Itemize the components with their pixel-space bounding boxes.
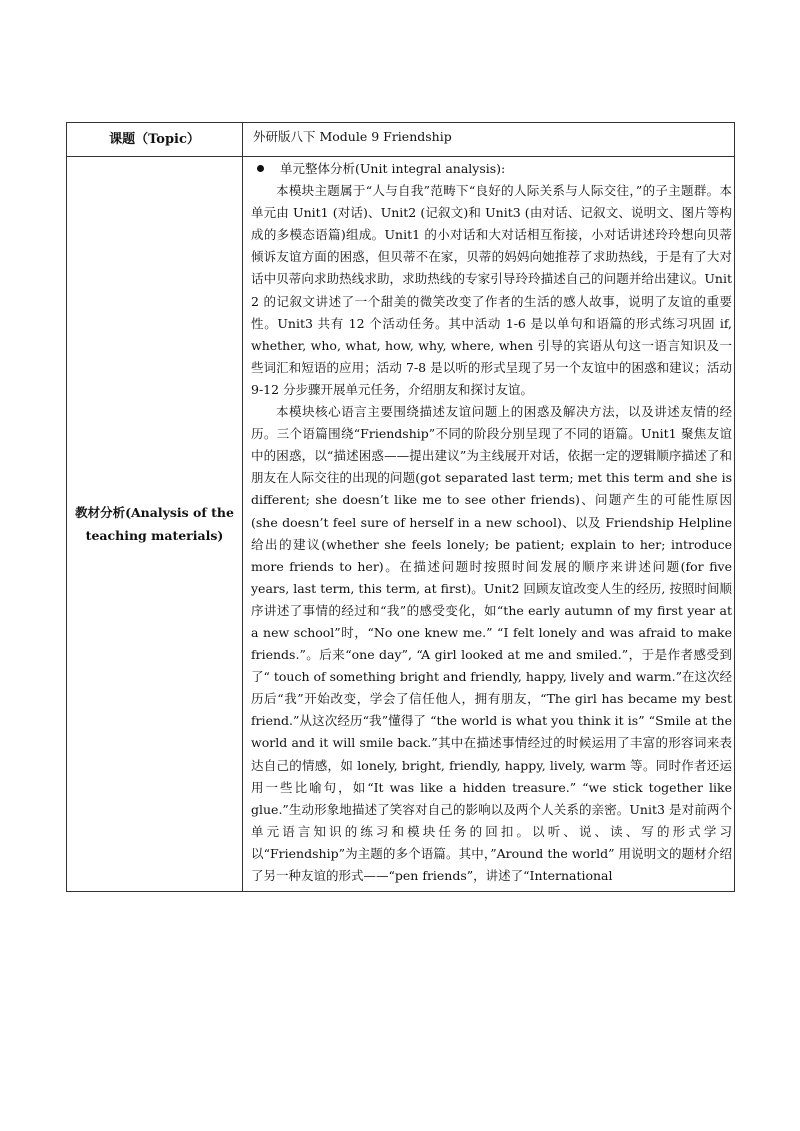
analysis-label: 教材分析(Analysis of the teaching materials) bbox=[67, 157, 243, 892]
topic-label: 课题（Topic） bbox=[67, 123, 243, 157]
bullet-dot-icon bbox=[257, 165, 264, 172]
analysis-paragraph-1: 本模块主题属于“人与自我”范畴下“良好的人际关系与人际交往，”的子主题群。本单元由 Unit1 (对话)、Unit2 (记叙文)和 Unit3 (由对话、记叙文、说明文、图片等构成的多模态语篇)组成。Unit1 的小对话和大对话相互衔接，小对话讲述玲玲想向贝蒂倾诉友谊方面的困惑，但贝蒂不在家，贝蒂的妈妈向她推荐了求助热线，于是有了大对话中贝蒂向求助热线求助，求助热线的专家引导玲玲描述自己的问题并给出建议。Unit 2 的记叙文讲述了一个甜美的微笑改变了作者的生活的感人故事，说明了友谊的重要性。Unit3 共有 12 个活动任务。其中活动 1-6 是以单句和语篇的形式练习巩固 if, whether, who, what, how, why, where, when 引导的宾语从句这一语言知识及一些词汇和短语的应用；活动 7-8 是以听的形式呈现了另一个友谊中的困惑和建议；活动 9-12 分步骤开展单元任务，介绍朋友和探讨友谊。 bbox=[251, 183, 732, 397]
lesson-plan-table bbox=[66, 122, 735, 892]
analysis-paragraph-2: 本模块核心语言主要围绕描述友谊问题上的困惑及解决方法，以及讲述友情的经历。三个语篇围绕“Friendship”不同的阶段分别呈现了不同的语篇。Unit1 聚焦友谊中的困惑，以“描述困惑——提出建议”为主线展开对话，依据一定的逻辑顺序描述了和朋友在人际交往的出现的问题(got separated last term; met this term and she is different; she doesn’t like me to see other friends)、问题产生的可能性原因(she doesn’t feel sure of herself in a new school)、以及 Friendship Helpline 给出的建议(whether she feels lonely; be patient; explain to her; introduce more friends to her)。在描述问题时按照时间发展的顺序来讲述问题(for five years, last term, this term, at first)。Unit2 回顾友谊改变人生的经历, 按照时间顺序讲述了事情的经过和“我”的感受变化，如“the early autumn of my first year at a new school”时，“No one knew me.” “I felt lonely and was afraid to make friends.”。后来“one day”, “A girl looked at me and smiled.”，于是作者感受到了“ touch of something bright and friendly, happy, lively and warm.”在这次经历后“我”开始改变，学会了信任他人，拥有朋友，“The girl has became my best friend.”从这次经历“我”懂得了 “the world is what you think it is” “Smile at the world and it will smile back.”其中在描述事情经过的时候运用了丰富的形容词来表达自己的情感，如 lonely, bright, friendly, happy, lively, warm 等。同时作者还运用一些比喻句，如“It was like a hidden treasure.” “we stick together like glue.”生动形象地描述了笑容对自己的影响以及两个人关系的亲密。Unit3 是对前两个单元语言知识的练习和模块任务的回扣。以听、说、读、写的形式学习以“Friendship”为主题的多个语篇。其中，”Around the world” 用说明文的题材介绍了另一种友谊的形式——“pen friends”，讲述了“International bbox=[251, 404, 732, 883]
bullet-heading-line bbox=[251, 158, 732, 180]
topic-value: 外研版八下 Module 9 Friendship bbox=[243, 123, 735, 157]
analysis-content bbox=[243, 157, 735, 892]
analysis-row bbox=[67, 157, 735, 892]
bullet-heading: 单元整体分析(Unit integral analysis): bbox=[280, 161, 506, 176]
topic-row bbox=[67, 123, 735, 157]
